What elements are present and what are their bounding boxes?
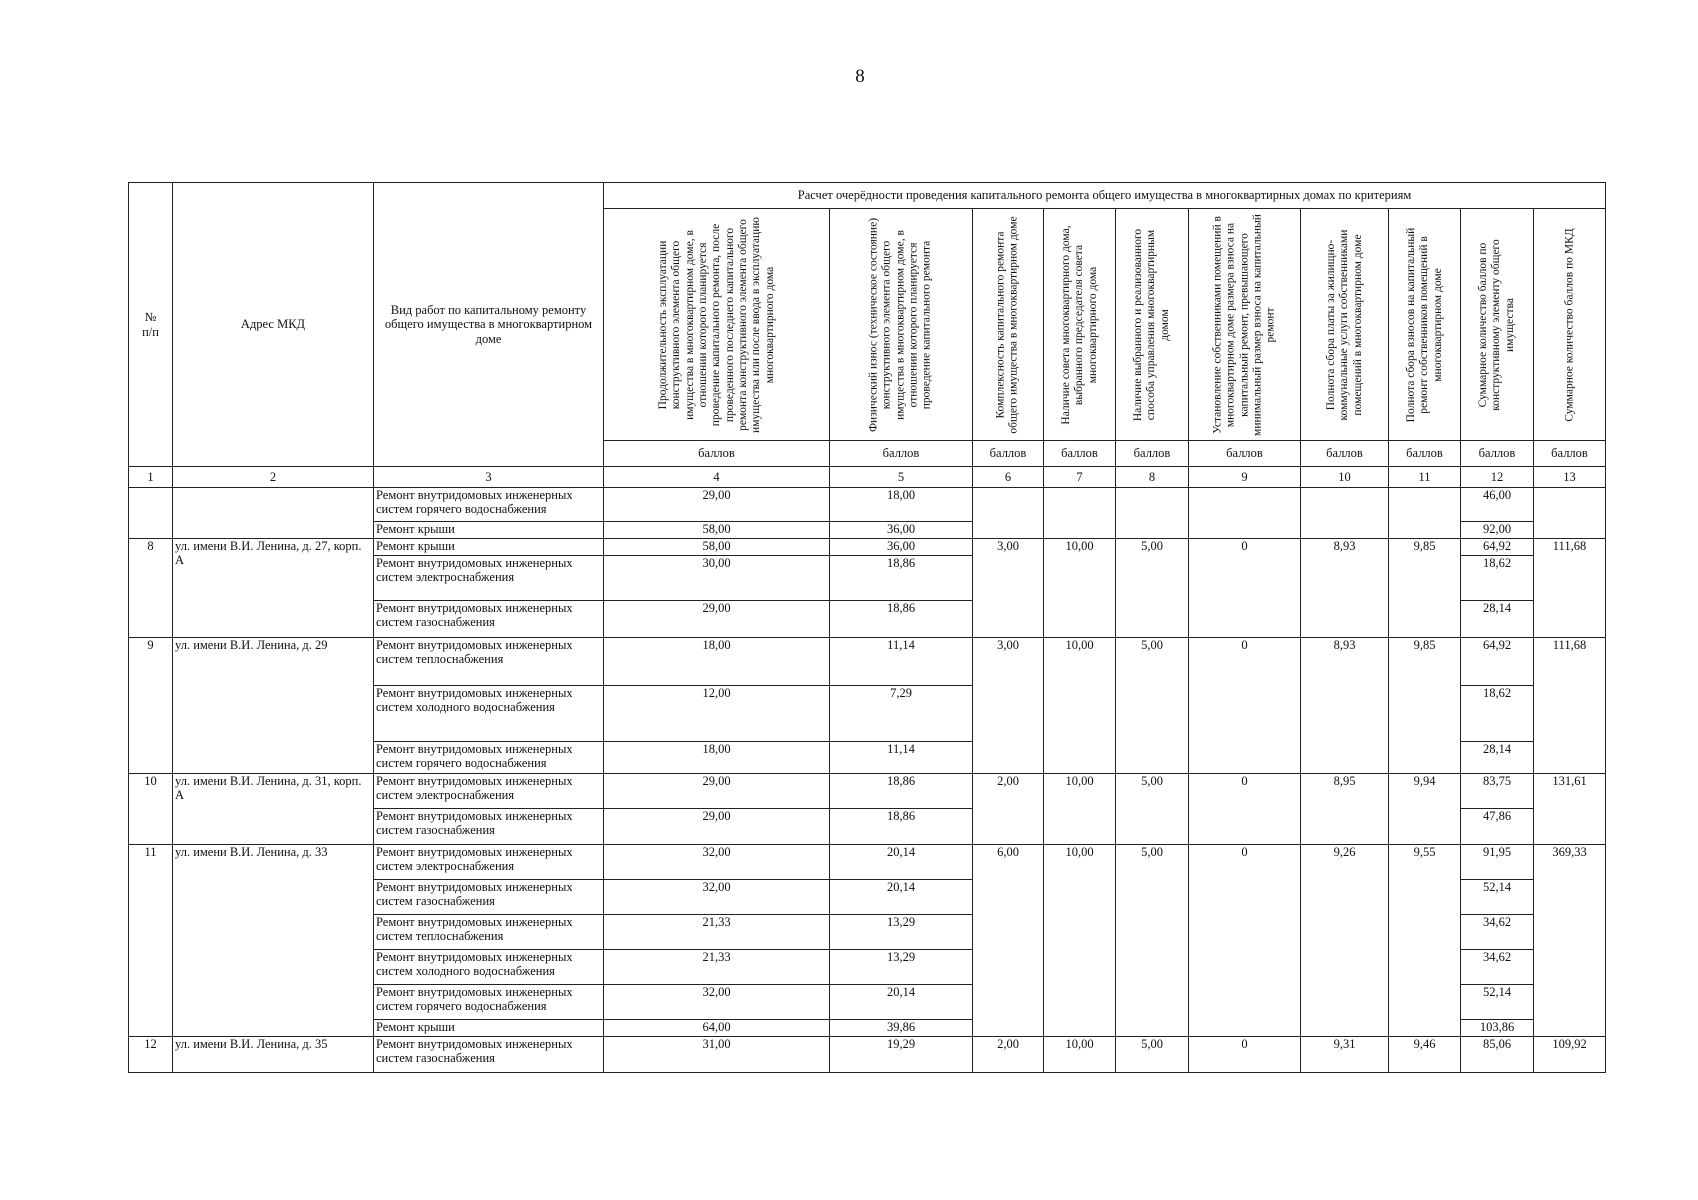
work-type-cell: Ремонт внутридомовых инженерных систем электроснабжения xyxy=(374,774,604,809)
address-cell: ул. имени В.И. Ленина, д. 27, корп. А xyxy=(173,539,374,638)
header-criterion-10: Полнота сбора платы за жилищно-коммунальные услуги собственниками помещений в многоквартирном доме xyxy=(1301,209,1389,441)
criterion-9-value: 0 xyxy=(1189,845,1301,1037)
header-criterion-11: Полнота сбора взносов на капитальный ремонт собственников помещений в многоквартирном доме xyxy=(1389,209,1461,441)
column-number: 3 xyxy=(374,467,604,488)
criterion-5-value: 13,29 xyxy=(830,950,973,985)
address-cell: ул. имени В.И. Ленина, д. 31, корп. А xyxy=(173,774,374,845)
criterion-5-value: 36,00 xyxy=(830,539,973,556)
criterion-10-value: 9,26 xyxy=(1301,845,1389,1037)
criterion-9-value: 0 xyxy=(1189,774,1301,845)
element-total-value: 34,62 xyxy=(1461,950,1534,985)
criterion-5-value: 20,14 xyxy=(830,985,973,1020)
criterion-6-value: 3,00 xyxy=(973,638,1044,774)
criterion-6-value: 6,00 xyxy=(973,845,1044,1037)
element-total-value: 28,14 xyxy=(1461,742,1534,774)
criterion-5-value: 18,86 xyxy=(830,809,973,845)
criterion-9-value: 0 xyxy=(1189,1037,1301,1073)
work-type-cell: Ремонт крыши xyxy=(374,522,604,539)
table-row xyxy=(129,774,1606,809)
unit-label: баллов xyxy=(973,441,1044,467)
criterion-11-value: 9,46 xyxy=(1389,1037,1461,1073)
criterion-8-value: 5,00 xyxy=(1116,539,1189,638)
row-number: 9 xyxy=(129,638,173,774)
criterion-8-value: 5,00 xyxy=(1116,638,1189,774)
criterion-4-value: 58,00 xyxy=(604,539,830,556)
work-type-cell: Ремонт внутридомовых инженерных систем горячего водоснабжения xyxy=(374,488,604,522)
criterion-4-value: 18,00 xyxy=(604,742,830,774)
column-number: 9 xyxy=(1189,467,1301,488)
element-total-value: 52,14 xyxy=(1461,880,1534,915)
criterion-4-value: 30,00 xyxy=(604,556,830,601)
criterion-11-value: 9,94 xyxy=(1389,774,1461,845)
criterion-5-value: 7,29 xyxy=(830,686,973,742)
unit-label: баллов xyxy=(1461,441,1534,467)
table-row xyxy=(129,845,1606,880)
criterion-6-value: 2,00 xyxy=(973,774,1044,845)
criterion-5-value: 18,86 xyxy=(830,601,973,638)
header-criterion-6: Комплексность капитального ремонта общего имущества в многоквартирном доме xyxy=(973,209,1044,441)
element-total-value: 103,86 xyxy=(1461,1020,1534,1037)
criterion-7-value: 10,00 xyxy=(1044,845,1116,1037)
criterion-6-value xyxy=(973,488,1044,539)
building-total-value xyxy=(1534,488,1606,539)
work-type-cell: Ремонт внутридомовых инженерных систем электроснабжения xyxy=(374,845,604,880)
column-number: 1 xyxy=(129,467,173,488)
header-criterion-4: Продолжительность эксплуатации конструктивного элемента общего имущества в многоквартирном доме, в отношении которого планируется проведение капитального ремонта, после проведенного последнего капитального ремонта конструктивного элемента общего имущества или после ввода в эксплуатацию многоквартирного дома xyxy=(604,209,830,441)
criterion-4-value: 32,00 xyxy=(604,880,830,915)
criterion-9-value xyxy=(1189,488,1301,539)
column-number: 7 xyxy=(1044,467,1116,488)
element-total-value: 18,62 xyxy=(1461,686,1534,742)
element-total-value: 85,06 xyxy=(1461,1037,1534,1073)
column-number: 13 xyxy=(1534,467,1606,488)
criterion-4-value: 29,00 xyxy=(604,601,830,638)
criterion-5-value: 39,86 xyxy=(830,1020,973,1037)
criterion-4-value: 21,33 xyxy=(604,950,830,985)
column-number: 4 xyxy=(604,467,830,488)
criterion-6-value: 2,00 xyxy=(973,1037,1044,1073)
column-number: 6 xyxy=(973,467,1044,488)
header-address: Адрес МКД xyxy=(173,183,374,467)
row-number: 8 xyxy=(129,539,173,638)
criterion-5-value: 11,14 xyxy=(830,742,973,774)
element-total-value: 34,62 xyxy=(1461,915,1534,950)
criterion-4-value: 18,00 xyxy=(604,638,830,686)
row-number: 10 xyxy=(129,774,173,845)
building-total-value: 131,61 xyxy=(1534,774,1606,845)
criterion-4-value: 64,00 xyxy=(604,1020,830,1037)
work-type-cell: Ремонт крыши xyxy=(374,539,604,556)
criterion-5-value: 18,86 xyxy=(830,774,973,809)
row-number xyxy=(129,488,173,539)
criterion-6-value: 3,00 xyxy=(973,539,1044,638)
building-total-value: 111,68 xyxy=(1534,638,1606,774)
unit-label: баллов xyxy=(1301,441,1389,467)
table-row xyxy=(129,488,1606,522)
header-criterion-7: Наличие совета многоквартирного дома, выбранного председателя совета многоквартирного дома xyxy=(1044,209,1116,441)
address-cell xyxy=(173,488,374,539)
repair-priority-table xyxy=(128,182,1606,1073)
criterion-4-value: 32,00 xyxy=(604,845,830,880)
unit-label: баллов xyxy=(1189,441,1301,467)
criterion-9-value: 0 xyxy=(1189,539,1301,638)
header-criterion-8: Наличие выбранного и реализованного способа управления многоквартирным домом xyxy=(1116,209,1189,441)
building-total-value: 111,68 xyxy=(1534,539,1606,638)
criterion-10-value: 8,93 xyxy=(1301,539,1389,638)
criterion-5-value: 20,14 xyxy=(830,880,973,915)
page-number: 8 xyxy=(855,66,865,87)
criterion-9-value: 0 xyxy=(1189,638,1301,774)
criterion-4-value: 58,00 xyxy=(604,522,830,539)
criterion-4-value: 12,00 xyxy=(604,686,830,742)
criterion-10-value: 9,31 xyxy=(1301,1037,1389,1073)
element-total-value: 83,75 xyxy=(1461,774,1534,809)
work-type-cell: Ремонт внутридомовых инженерных систем горячего водоснабжения xyxy=(374,985,604,1020)
table-row xyxy=(129,1037,1606,1073)
work-type-cell: Ремонт внутридомовых инженерных систем теплоснабжения xyxy=(374,638,604,686)
criterion-8-value: 5,00 xyxy=(1116,845,1189,1037)
header-criterion-13: Суммарное количество баллов по МКД xyxy=(1534,209,1606,441)
criterion-5-value: 19,29 xyxy=(830,1037,973,1073)
criterion-5-value: 18,00 xyxy=(830,488,973,522)
unit-label: баллов xyxy=(1044,441,1116,467)
criterion-5-value: 36,00 xyxy=(830,522,973,539)
criterion-5-value: 18,86 xyxy=(830,556,973,601)
address-cell: ул. имени В.И. Ленина, д. 33 xyxy=(173,845,374,1037)
work-type-cell: Ремонт внутридомовых инженерных систем газоснабжения xyxy=(374,601,604,638)
criterion-11-value: 9,55 xyxy=(1389,845,1461,1037)
element-total-value: 91,95 xyxy=(1461,845,1534,880)
element-total-value: 46,00 xyxy=(1461,488,1534,522)
criterion-8-value: 5,00 xyxy=(1116,1037,1189,1073)
header-criterion-12: Суммарное количество баллов по конструктивному элементу общего имущества xyxy=(1461,209,1534,441)
column-number: 5 xyxy=(830,467,973,488)
criterion-5-value: 11,14 xyxy=(830,638,973,686)
building-total-value: 369,33 xyxy=(1534,845,1606,1037)
unit-label: баллов xyxy=(1116,441,1189,467)
table-row xyxy=(129,638,1606,686)
element-total-value: 92,00 xyxy=(1461,522,1534,539)
criterion-8-value: 5,00 xyxy=(1116,774,1189,845)
column-number: 2 xyxy=(173,467,374,488)
header-work-type: Вид работ по капитальному ремонту общего имущества в многоквартирном доме xyxy=(374,183,604,467)
element-total-value: 64,92 xyxy=(1461,539,1534,556)
criterion-8-value xyxy=(1116,488,1189,539)
criterion-4-value: 29,00 xyxy=(604,488,830,522)
element-total-value: 47,86 xyxy=(1461,809,1534,845)
header-criteria-group: Расчет очерёдности проведения капитального ремонта общего имущества в многоквартирных домах по критериям xyxy=(604,183,1606,209)
criterion-10-value xyxy=(1301,488,1389,539)
element-total-value: 52,14 xyxy=(1461,985,1534,1020)
header-no: № п/п xyxy=(129,183,173,467)
table-row xyxy=(129,539,1606,556)
work-type-cell: Ремонт внутридомовых инженерных систем холодного водоснабжения xyxy=(374,950,604,985)
work-type-cell: Ремонт внутридомовых инженерных систем теплоснабжения xyxy=(374,915,604,950)
work-type-cell: Ремонт внутридомовых инженерных систем электроснабжения xyxy=(374,556,604,601)
criterion-11-value xyxy=(1389,488,1461,539)
criterion-7-value xyxy=(1044,488,1116,539)
column-number: 8 xyxy=(1116,467,1189,488)
unit-label: баллов xyxy=(604,441,830,467)
criterion-7-value: 10,00 xyxy=(1044,539,1116,638)
criterion-5-value: 20,14 xyxy=(830,845,973,880)
criterion-4-value: 21,33 xyxy=(604,915,830,950)
work-type-cell: Ремонт крыши xyxy=(374,1020,604,1037)
unit-label: баллов xyxy=(1389,441,1461,467)
criterion-4-value: 29,00 xyxy=(604,809,830,845)
work-type-cell: Ремонт внутридомовых инженерных систем газоснабжения xyxy=(374,880,604,915)
row-number: 11 xyxy=(129,845,173,1037)
unit-label: баллов xyxy=(830,441,973,467)
address-cell: ул. имени В.И. Ленина, д. 35 xyxy=(173,1037,374,1073)
building-total-value: 109,92 xyxy=(1534,1037,1606,1073)
criterion-4-value: 32,00 xyxy=(604,985,830,1020)
header-criterion-5: Физический износ (техническое состояние) конструктивного элемента общего имущества в многоквартирном доме, в отношении которого планируется проведение капитального ремонта xyxy=(830,209,973,441)
criterion-7-value: 10,00 xyxy=(1044,774,1116,845)
column-number: 10 xyxy=(1301,467,1389,488)
address-cell: ул. имени В.И. Ленина, д. 29 xyxy=(173,638,374,774)
criterion-4-value: 29,00 xyxy=(604,774,830,809)
header-criterion-9: Установление собственниками помещений в многоквартирном доме размера взноса на капитальный ремонт, превышающего минимальный размер взноса на капитальный ремонт xyxy=(1189,209,1301,441)
criterion-7-value: 10,00 xyxy=(1044,638,1116,774)
criterion-11-value: 9,85 xyxy=(1389,539,1461,638)
unit-label: баллов xyxy=(1534,441,1606,467)
criterion-5-value: 13,29 xyxy=(830,915,973,950)
criterion-10-value: 8,93 xyxy=(1301,638,1389,774)
work-type-cell: Ремонт внутридомовых инженерных систем газоснабжения xyxy=(374,809,604,845)
element-total-value: 18,62 xyxy=(1461,556,1534,601)
work-type-cell: Ремонт внутридомовых инженерных систем газоснабжения xyxy=(374,1037,604,1073)
element-total-value: 28,14 xyxy=(1461,601,1534,638)
work-type-cell: Ремонт внутридомовых инженерных систем горячего водоснабжения xyxy=(374,742,604,774)
work-type-cell: Ремонт внутридомовых инженерных систем холодного водоснабжения xyxy=(374,686,604,742)
criterion-11-value: 9,85 xyxy=(1389,638,1461,774)
row-number: 12 xyxy=(129,1037,173,1073)
criterion-4-value: 31,00 xyxy=(604,1037,830,1073)
criterion-10-value: 8,95 xyxy=(1301,774,1389,845)
element-total-value: 64,92 xyxy=(1461,638,1534,686)
criterion-7-value: 10,00 xyxy=(1044,1037,1116,1073)
column-number: 12 xyxy=(1461,467,1534,488)
column-number: 11 xyxy=(1389,467,1461,488)
